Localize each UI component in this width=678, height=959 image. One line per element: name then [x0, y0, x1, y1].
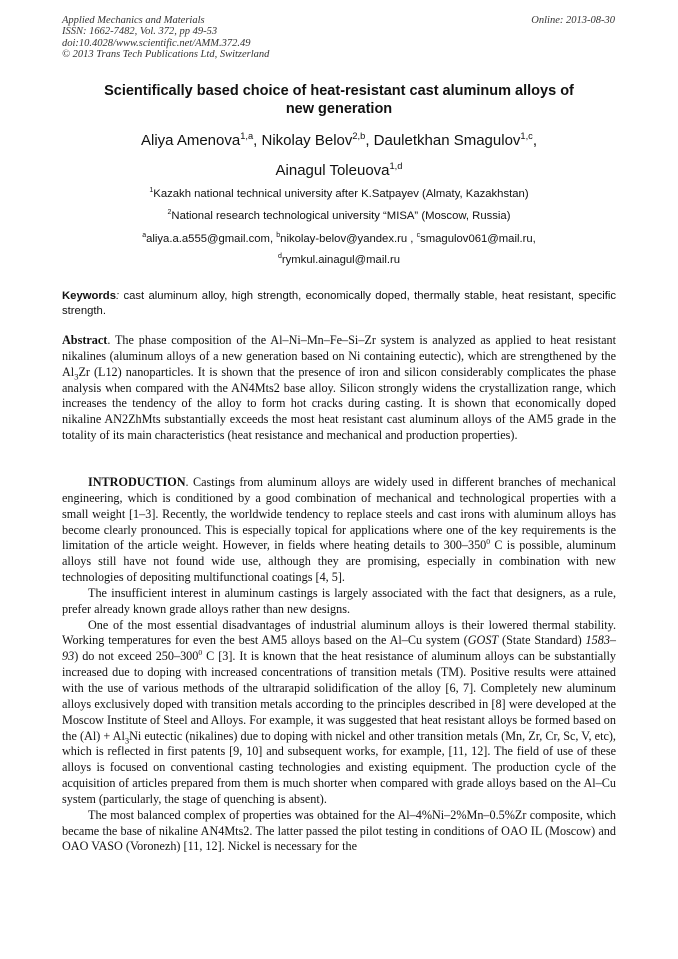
author-emails-line-2 — [62, 254, 616, 266]
email-mark: a — [142, 232, 147, 240]
affiliation-text: National research technological university “MISA” (Moscow, Russia) — [171, 210, 511, 222]
author-affiliation-mark: 1,c — [520, 131, 533, 141]
email-mark: b — [276, 232, 281, 240]
introduction-section — [62, 475, 616, 855]
abstract-text: . The phase composition of the Al–Ni–Mn–Fe–Si–Zr system is analyzed as applied to heat resistant nikalines (aluminum alloys of a new generation based on Ni containing eutectic), which are strengthened by the Al — [62, 333, 616, 379]
author-line-1: Aliya Amenova$^{1,a}$, Nikolay Belov$^{2,b}$, Dauletkhan Smagulov$^{1,c}$, — [140, 131, 537, 149]
paragraph-text: C [3]. It is known that the heat resistance of aluminum alloys can be substantially increased due to doping with increased concentrations of transition metals (TM). Positive results were attained with the use of various methods of the ultrarapid solidification of the alloy [6, 7]. Completely new aluminum alloys exclusively doped with transition metals according to the principles described in [8] were developed at the Moscow Institute of Steel and Alloys. For example, it was suggested that heat resistant alloys be formed based on the (Al) + Al — [62, 649, 616, 743]
journal-issn: ISSN: 1662-7482, Vol. 372, pp 49-53 — [62, 26, 218, 38]
affiliation-2 — [62, 210, 616, 222]
journal-name: Applied Mechanics and Materials — [62, 15, 205, 26]
author-name: Nikolay Belov — [261, 132, 353, 149]
email-mark: d — [277, 253, 282, 261]
italic-term: 1583–93 — [62, 633, 617, 664]
affiliation-1 — [62, 188, 616, 200]
paragraph-text: C is possible, aluminum alloys still have not found wide use, although they are promising, especially in combination with new technologies of depositing multifunctional coatings [4, 5]. — [62, 538, 616, 585]
email-link[interactable]: aliya.a.a555@gmail.com, — [146, 233, 274, 245]
paragraph-text: One of the most essential disadvantages of industrial aluminum alloys is their lowered thermal stability. Working temperatures for even the best AM5 alloys based on the Al–Cu system ( — [62, 617, 616, 648]
superscript: 0 — [486, 537, 491, 547]
author-affiliation-mark: 2,b — [352, 131, 366, 141]
paragraph — [62, 475, 616, 586]
paragraph-text: (State Standard) — [498, 633, 586, 648]
abstract — [62, 333, 616, 444]
author-affiliation-mark: 1,d — [389, 161, 403, 171]
title-line-2: new generation — [285, 100, 393, 117]
affiliation-mark: 2 — [167, 209, 172, 217]
keywords-label: Keywords — [62, 290, 116, 302]
paragraph-text: ) do not exceed 250–300 — [74, 649, 199, 664]
abstract-label: Abstract — [62, 333, 108, 347]
email-link[interactable]: rymkul.ainagul@mail.ru — [281, 254, 401, 266]
keywords — [62, 289, 616, 319]
online-date: Online: 2013-08-30 — [531, 15, 615, 26]
subscript: 3 — [124, 734, 130, 745]
keywords-text: cast aluminum alloy, high strength, economically doped, thermally stable, heat resistant, specific strength. — [62, 290, 616, 317]
italic-term: GOST — [467, 633, 499, 648]
email-mark: c — [416, 232, 421, 240]
author-line-2 — [62, 162, 616, 179]
subscript: 3 — [74, 371, 79, 382]
section-heading: INTRODUCTION — [88, 475, 186, 489]
paragraph: The insufficient interest in aluminum castings is largely associated with the fact that designers, as a rule, prefer already known grade alloys rather than new designs. — [62, 585, 616, 616]
title-line-1: Scientifically based choice of heat-resistant cast aluminum alloys of — [104, 83, 574, 99]
paragraph: The most balanced complex of properties was obtained for the Al–4%Ni–2%Mn–0.5%Zr composite, which became the base of nikaline AN4Mts2. The latter passed the pilot testing in conditions of OAO IL (Moscow) and OAO VASO (Voronezh) [11, 12]. Nickel is necessary for the — [62, 807, 616, 854]
affiliation-text: Kazakh national technical university after K.Satpayev (Almaty, Kazakhstan) — [153, 188, 529, 200]
journal-header — [62, 15, 269, 61]
author-name: Aliya Amenova — [140, 132, 241, 149]
author-name: Ainagul Toleuova — [275, 162, 390, 179]
email-link[interactable]: nikolay-belov@yandex.ru , — [280, 233, 414, 245]
author-emails-line-1 — [62, 233, 616, 245]
affiliation-mark: 1 — [149, 187, 154, 195]
superscript: 0 — [198, 648, 203, 658]
journal-doi[interactable]: doi:10.4028/www.scientific.net/AMM.372.49 — [62, 37, 251, 49]
author-affiliation-mark: 1,a — [240, 131, 254, 141]
abstract-text: Zr (L12) nanoparticles. It is shown that the presence of iron and silicon considerably complicates the phase analysis when compared with the AN4Mts2 base alloy. Silicon strongly widens the crystallization range, which increases the tendency of the alloy to form hot cracks during casting. It is shown that economically doped nikaline AN2ZhMts substantially exceeds the most heat resistant cast aluminum alloys of the AM5 grade in the totality of its main characteristics (heat resistance and mechanical and production properties). — [62, 364, 616, 443]
paragraph-text: Ni eutectic (nikalines) due to doping with nickel and other transition metals (Mn, Zr, Cr, Sc, V, etc), which is reflected in first patents [9, 10] and subsequent works, for example, [11, 12]. The field of use of these alloys is focused on conventional casting technologies and existing equipment. The production cycle of the acquisition of articles prepared from them is much shorter when compared with grade alloys based on the Al–Cu system (particularly, the stage of quenching is absent). — [62, 728, 616, 806]
journal-copyright: © 2013 Trans Tech Publications Ltd, Switzerland — [62, 49, 270, 61]
author-name: Dauletkhan Smagulov — [373, 132, 521, 149]
keywords-colon: : — [116, 290, 120, 302]
paragraph — [62, 618, 616, 808]
paragraph-text: . Castings from aluminum alloys are widely used in different branches of mechanical engineering, which is conditioned by a good combination of mechanical and technological properties with a small weight [1–3]. Recently, the worldwide tendency to replace steels and cast irons with aluminum alloys has become clearly pronounced. This is especially topical for applications where one of the key requirements is the limitation of the article weight. However, in fields where heating details to 300–350 — [62, 475, 616, 553]
paper-title — [62, 83, 616, 118]
email-link[interactable]: smagulov061@mail.ru, — [420, 233, 536, 245]
